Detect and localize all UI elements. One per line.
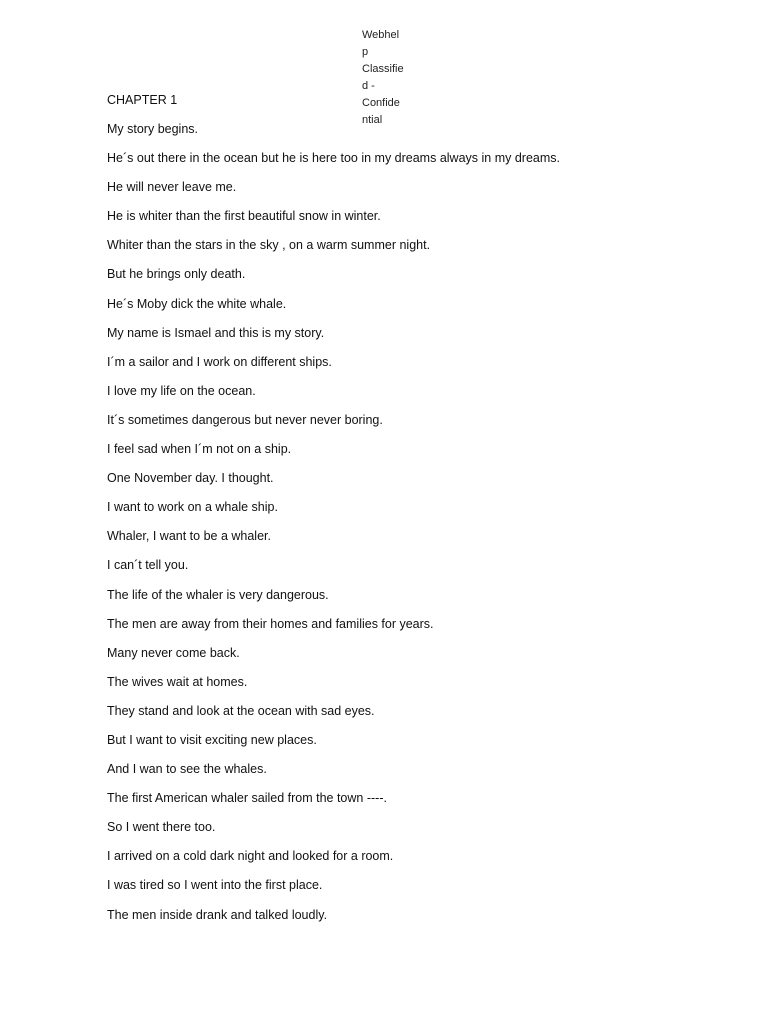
classification-line: Classifie: [362, 63, 404, 75]
classification-line: ntial: [362, 114, 383, 126]
text-line: He´s Moby dick the white whale.: [107, 296, 287, 311]
text-line: He will never leave me.: [107, 180, 237, 195]
text-line: I feel sad when I´m not on a ship.: [107, 442, 292, 457]
text-line: It´s sometimes dangerous but never never boring.: [107, 412, 383, 427]
text-line: I was tired so I went into the first place.: [107, 878, 323, 893]
text-line: But he brings only death.: [107, 267, 246, 282]
text-line: I arrived on a cold dark night and looked for a room.: [107, 849, 394, 864]
text-line: Many never come back.: [107, 645, 240, 660]
text-line: He´s out there in the ocean but he is here too in my dreams always in my dreams.: [107, 151, 560, 166]
text-line: They stand and look at the ocean with sad eyes.: [107, 703, 375, 718]
classification-line: Confide: [362, 97, 400, 109]
text-line: The men are away from their homes and families for years.: [107, 616, 434, 631]
text-line: The first American whaler sailed from the town ----.: [107, 791, 387, 806]
document-body: [107, 121, 707, 936]
text-line: My name is Ismael and this is my story.: [107, 325, 325, 340]
chapter-title: CHAPTER 1: [107, 93, 178, 107]
text-line: And I wan to see the whales.: [107, 762, 267, 777]
text-line: Whiter than the stars in the sky , on a warm summer night.: [107, 238, 431, 253]
text-line: I can´t tell you.: [107, 558, 189, 573]
text-line: I want to work on a whale ship.: [107, 500, 278, 515]
classification-line: Webhel: [362, 29, 400, 41]
text-line: The wives wait at homes.: [107, 674, 248, 689]
classification-line: p: [362, 46, 369, 58]
classification-label: [362, 27, 410, 129]
text-line: So I went there too.: [107, 820, 216, 835]
text-line: One November day. I thought.: [107, 471, 274, 486]
text-line: I´m a sailor and I work on different ships.: [107, 354, 332, 369]
text-line: He is whiter than the first beautiful snow in winter.: [107, 209, 381, 224]
classification-line: d -: [362, 80, 375, 92]
text-line: My story begins.: [107, 122, 199, 136]
text-line: The men inside drank and talked loudly.: [107, 907, 328, 922]
text-line: The life of the whaler is very dangerous.: [107, 587, 329, 602]
text-line: Whaler, I want to be a whaler.: [107, 529, 271, 544]
text-line: But I want to visit exciting new places.: [107, 732, 317, 747]
text-line: I love my life on the ocean.: [107, 383, 256, 398]
